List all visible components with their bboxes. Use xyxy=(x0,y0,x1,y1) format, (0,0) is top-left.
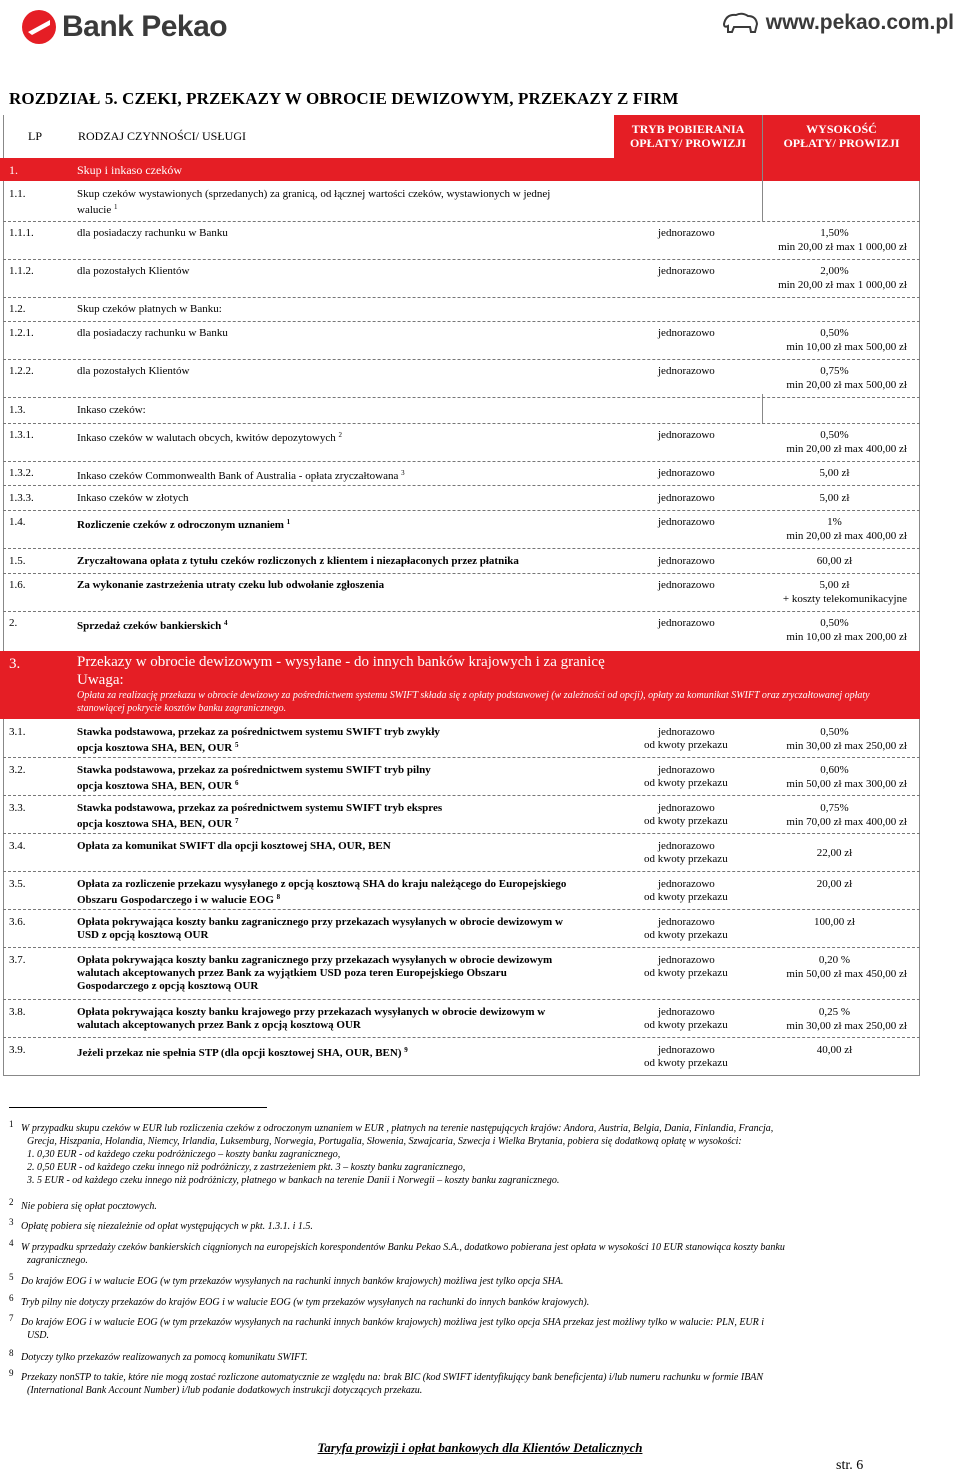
row-fee: 0,60% xyxy=(820,764,849,776)
row-mode: jednorazowo xyxy=(658,265,715,277)
row-separator xyxy=(3,461,920,462)
row-fee-range: min 10,00 zł max 500,00 zł xyxy=(786,341,907,353)
row-fee-extra: + koszty telekomunikacyjne xyxy=(782,593,907,605)
bison-icon xyxy=(720,10,760,36)
row-lp: 3.6. xyxy=(9,916,26,928)
row-description: Opłata za rozliczenie przekazu wysyłanego z opcją kosztową SHA do kraju należącego do Europejskiego Obszaru Gospodarczego i w walucie EOG $^8$ xyxy=(77,878,567,906)
row-separator xyxy=(3,221,920,222)
row-mode: jednorazowo xyxy=(658,327,715,339)
row-description: Rozliczenie czeków z odroczonym uznaniem $^1$ xyxy=(77,518,291,531)
row-fee: 5,00 zł xyxy=(819,492,850,504)
bank-name: Bank Pekao xyxy=(62,10,228,43)
row-fee: 0,50% xyxy=(820,726,849,738)
footnote-4: 4 W przypadku sprzedaży czeków bankierskich ciągnionych na europejskich korespondentów Banku Pekao S.A., dodatkowo pobierana jest opłata w wysokości 10 EUR stanowiąca koszty banku zagranicznego. xyxy=(9,1238,785,1266)
row-fee: 0,50% xyxy=(820,327,849,339)
website-url[interactable]: www.pekao.com.pl xyxy=(765,11,954,34)
row-description: Skup czeków płatnych w Banku: xyxy=(77,303,222,315)
row-fee-range: min 20,00 zł max 1 000,00 zł xyxy=(778,279,907,291)
row-description: Inkaso czeków w walutach obcych, kwitów depozytowych $^2$ xyxy=(77,431,342,444)
row-lp: 3.8. xyxy=(9,1006,26,1018)
section-note: Opłata za realizację przekazu w obrocie dewizowy za pośrednictwem systemu SWIFT składa się z opłaty podstawowej (w zależności od opcji), opłaty za komunikat SWIFT oraz zryczałtowanej opłaty stanowiącej pokrycie kosztów banku zagranicznego. xyxy=(77,690,870,714)
header-fee-amount xyxy=(763,115,920,181)
row-fee: 0,20 % xyxy=(818,954,851,966)
row-mode: jednorazowo od kwoty przekazu xyxy=(644,916,728,941)
footnote-8: 8 Dotyczy tylko przekazów realizowanych za pomocą komunikatu SWIFT. xyxy=(9,1348,308,1363)
row-description: dla pozostałych Klientów xyxy=(77,265,190,277)
row-fee-range: min 30,00 zł max 250,00 zł xyxy=(786,740,907,752)
row-lp: 3.1. xyxy=(9,726,26,738)
row-description: Inkaso czeków: xyxy=(77,404,146,416)
footnote-5: 5 Do krajów EOG i w walucie EOG (w tym przekazów wysyłanych na rachunki innych banków krajowych) możliwa jest tylko opcja SHA. xyxy=(9,1272,564,1287)
row-fee: 5,00 zł xyxy=(819,579,850,591)
row-separator xyxy=(3,259,920,260)
header-fee-amount-line2: OPŁATY/ PROWIZJI xyxy=(783,136,900,150)
row-separator xyxy=(3,1037,920,1038)
row-description: Jeżeli przekaz nie spełnia STP (dla opcji kosztowej SHA, OUR, BEN) $^9$ xyxy=(77,1046,408,1059)
row-description: Stawka podstawowa, przekaz za pośrednictwem systemu SWIFT tryb ekspres opcja kosztowa SHA, BEN, OUR $^7$ xyxy=(77,802,443,830)
row-separator xyxy=(3,947,920,948)
row-mode: jednorazowo xyxy=(658,467,715,479)
row-mode: jednorazowo od kwoty przekazu xyxy=(644,878,728,903)
pekao-logo-icon xyxy=(20,8,58,46)
header-collection-mode xyxy=(614,115,762,181)
row-mode: jednorazowo xyxy=(658,492,715,504)
section-lp: 3. xyxy=(9,656,21,672)
row-description: Opłata pokrywająca koszty banku zagranicznego przy przekazach wysyłanych w obrocie dewizowym walutach akceptowanych przez Bank za wyjątkiem USD poza teren Europejskiego Obszaru Gospodarczego z opcją kosztową OUR xyxy=(77,954,553,992)
header-collection-mode-line1: TRYB POBIERANIA xyxy=(631,122,745,136)
row-fee: 0,25 % xyxy=(818,1006,851,1018)
row-lp: 1.1. xyxy=(9,188,26,200)
row-fee-range: min 20,00 zł max 1 000,00 zł xyxy=(778,241,907,253)
row-description: Opłata pokrywająca koszty banku krajowego przy przekazach wysyłanych w obrocie dewizowym w walutach akceptowanych przez Bank z opcją kosztową OUR xyxy=(77,1006,546,1031)
header-collection-mode-line2: OPŁATY/ PROWIZJI xyxy=(629,136,747,150)
row-separator xyxy=(3,611,920,612)
row-separator xyxy=(3,573,920,574)
row-separator xyxy=(3,297,920,298)
row-lp: 1.2.1. xyxy=(9,327,34,339)
row-separator xyxy=(3,999,920,1000)
row-mode: jednorazowo od kwoty przekazu xyxy=(644,1044,728,1069)
row-separator xyxy=(3,795,920,796)
row-lp: 1.4. xyxy=(9,516,26,528)
row-fee: 0,50% xyxy=(820,429,849,441)
row-fee: 60,00 zł xyxy=(816,555,853,567)
column-divider xyxy=(762,394,763,424)
row-fee-range: min 50,00 zł max 300,00 zł xyxy=(786,778,907,790)
row-fee: 0,50% xyxy=(820,617,849,629)
section-lp: 1. xyxy=(9,163,18,177)
row-description: Skup czeków wystawionych (sprzedanych) za granicą, od łącznej wartości czeków, wystawionych w jednej walucie $^1$ xyxy=(77,188,551,216)
row-description: Stawka podstawowa, przekaz za pośrednictwem systemu SWIFT tryb pilny opcja kosztowa SHA, BEN, OUR $^6$ xyxy=(77,764,431,792)
row-mode: jednorazowo od kwoty przekazu xyxy=(644,764,728,789)
row-fee-range: min 20,00 zł max 400,00 zł xyxy=(786,443,907,455)
row-mode: jednorazowo xyxy=(658,227,715,239)
row-separator xyxy=(3,757,920,758)
row-fee: 20,00 zł xyxy=(816,878,853,890)
page-footer: Taryfa prowizji i opłat bankowych dla Klientów Detalicznych xyxy=(317,1440,643,1455)
row-mode: jednorazowo xyxy=(658,579,715,591)
row-separator xyxy=(3,423,920,424)
row-separator xyxy=(3,833,920,834)
footnote-7: 7 Do krajów EOG i w walucie EOG (w tym przekazów wysyłanych na rachunki innych banków krajowych) możliwa jest tylko opcja SHA przekaz jest możliwy tylko w walucie: PLN, EUR i USD. xyxy=(9,1313,765,1341)
row-description: Opłata za komunikat SWIFT dla opcji kosztowej SHA, OUR, BEN xyxy=(77,840,391,852)
row-description: dla posiadaczy rachunku w Banku xyxy=(77,227,228,239)
chapter-title: ROZDZIAŁ 5. CZEKI, PRZEKAZY W OBROCIE DEWIZOWYM, PRZEKAZY Z FIRM xyxy=(9,89,679,108)
row-mode: jednorazowo xyxy=(658,555,715,567)
row-lp: 3.4. xyxy=(9,840,26,852)
row-mode: jednorazowo od kwoty przekazu xyxy=(644,726,728,751)
row-fee-range: min 70,00 zł max 400,00 zł xyxy=(786,816,907,828)
row-mode: jednorazowo od kwoty przekazu xyxy=(644,840,728,865)
website-block xyxy=(720,10,954,36)
section-title: Przekazy w obrocie dewizowym - wysyłane - do innych banków krajowych i za granicę xyxy=(77,654,605,670)
row-description: Opłata pokrywająca koszty banku zagranicznego przy przekazach wysyłanych w obrocie dewizowym w USD z opcją kosztową OUR xyxy=(77,916,563,941)
row-mode: jednorazowo xyxy=(658,516,715,528)
row-description: Stawka podstawowa, przekaz za pośrednictwem systemu SWIFT tryb zwykły opcja kosztowa SHA, BEN, OUR $^5$ xyxy=(77,726,440,754)
row-lp: 1.2.2. xyxy=(9,365,34,377)
row-description: dla pozostałych Klientów xyxy=(77,365,190,377)
row-fee: 5,00 zł xyxy=(819,467,850,479)
footnote-1: 1 W przypadku skupu czeków w EUR lub rozliczenia czeków z odroczonym uznaniem w EUR , płatnych na terenie następujących krajów: Andora, Austria, Belgia, Dania, Finlandia, Francja, Grecja, Hiszpania, Holandia, Niemcy, Irlandia, Luksemburg, Norwegia, Portugalia, Słowenia, Szwajcaria, Szwecja i Wielka Brytania, pobiera się dodatkową opłatę w wysokości: 1. 0,30 EUR - od każdego czeku podróżniczego – koszty banku zagranicznego, 2. 0,50 EUR - od każdego czeku innego niż podróżniczy, z zastrzeżeniem pkt. 3 – koszty banku zagranicznego, 3. 5 EUR - od każdego czeku innego niż podróżniczy, płatnego w bankach na terenie Danii i Norwegii – koszty banku zagranicznego. xyxy=(9,1119,774,1186)
footnote-2: 2 Nie pobiera się opłat pocztowych. xyxy=(9,1197,157,1212)
row-mode: jednorazowo od kwoty przekazu xyxy=(644,802,728,827)
row-fee: 0,75% xyxy=(820,365,849,377)
row-fee-range: min 30,00 zł max 250,00 zł xyxy=(786,1020,907,1032)
section-1-header xyxy=(0,158,614,181)
row-lp: 3.2. xyxy=(9,764,26,776)
row-mode: jednorazowo xyxy=(658,617,715,629)
row-mode: jednorazowo od kwoty przekazu xyxy=(644,954,728,979)
row-lp: 3.3. xyxy=(9,802,26,814)
row-separator xyxy=(3,359,920,360)
page-number: str. 6 xyxy=(836,1458,864,1473)
row-lp: 2. xyxy=(9,617,18,629)
row-separator xyxy=(3,321,920,322)
row-lp: 3.9. xyxy=(9,1044,26,1056)
row-lp: 3.5. xyxy=(9,878,26,890)
row-lp: 1.5. xyxy=(9,555,26,567)
row-fee: 2,00% xyxy=(820,265,849,277)
row-description: Sprzedaż czeków bankierskich $^4$ xyxy=(77,619,228,632)
row-separator xyxy=(3,548,920,549)
bank-logo xyxy=(20,8,227,46)
row-fee: 1,50% xyxy=(820,227,849,239)
row-fee: 22,00 zł xyxy=(816,847,853,859)
header-lp: LP xyxy=(28,129,43,143)
row-separator xyxy=(3,909,920,910)
row-fee-range: min 10,00 zł max 200,00 zł xyxy=(786,631,907,643)
row-fee: 40,00 zł xyxy=(816,1044,853,1056)
row-lp: 1.6. xyxy=(9,579,26,591)
footnote-9: 9 Przekazy nonSTP to takie, które nie mogą zostać rozliczone automatycznie ze względu na: brak BIC (kod SWIFT identyfikujący bank beneficjenta) i/lub numeru rachunku w formie IBAN (International Bank Account Number) i/lub podanie dodatkowych instrukcji dotyczących przekazu. xyxy=(9,1368,764,1396)
row-lp: 1.2. xyxy=(9,303,26,315)
row-description: Zryczałtowana opłata z tytułu czeków rozliczonych z klientem i niezapłaconych przez płatnika xyxy=(77,555,519,567)
footnote-6: 6 Tryb pilny nie dotyczy przekazów do krajów EOG i w walucie EOG (w tym przekazów wysyłanych na rachunki do innych banków krajowych). xyxy=(9,1293,590,1308)
row-description: Inkaso czeków Commonwealth Bank of Australia - opłata zryczałtowana $^3$ xyxy=(77,469,405,482)
footnote-divider xyxy=(9,1107,267,1108)
row-lp: 1.3.1. xyxy=(9,429,34,441)
row-fee-range: min 20,00 zł max 400,00 zł xyxy=(786,530,907,542)
header-service-type: RODZAJ CZYNNOŚCI/ USŁUGI xyxy=(78,129,247,143)
row-fee: 1% xyxy=(827,516,842,528)
row-separator xyxy=(3,510,920,511)
row-mode: jednorazowo od kwoty przekazu xyxy=(644,1006,728,1031)
section-title: Skup i inkaso czeków xyxy=(77,163,182,177)
row-description: Za wykonanie zastrzeżenia utraty czeku lub odwołanie zgłoszenia xyxy=(77,579,385,591)
row-mode: jednorazowo xyxy=(658,365,715,377)
row-fee: 0,75% xyxy=(820,802,849,814)
row-lp: 1.3.3. xyxy=(9,492,34,504)
page-header xyxy=(0,0,960,52)
section-3-header xyxy=(0,651,920,719)
row-description: Inkaso czeków w złotych xyxy=(77,492,189,504)
row-lp: 1.3.2. xyxy=(9,467,34,479)
section-note-label: Uwaga: xyxy=(77,672,124,688)
row-fee: 100,00 zł xyxy=(814,916,855,928)
row-lp: 1.1.1. xyxy=(9,227,34,239)
row-mode: jednorazowo xyxy=(658,429,715,441)
header-fee-amount-line1: WYSOKOŚĆ xyxy=(806,122,877,136)
row-fee-range: min 20,00 zł max 500,00 zł xyxy=(786,379,907,391)
row-lp: 1.3. xyxy=(9,404,26,416)
row-fee-range: min 50,00 zł max 450,00 zł xyxy=(786,968,907,980)
row-description: dla posiadaczy rachunku w Banku xyxy=(77,327,228,339)
row-lp: 3.7. xyxy=(9,954,26,966)
row-separator xyxy=(3,397,920,398)
row-lp: 1.1.2. xyxy=(9,265,34,277)
row-separator xyxy=(3,871,920,872)
row-separator xyxy=(3,485,920,486)
footnote-3: 3 Opłatę pobiera się niezależnie od opłat występujących w pkt. 1.3.1. i 1.5. xyxy=(9,1217,313,1232)
